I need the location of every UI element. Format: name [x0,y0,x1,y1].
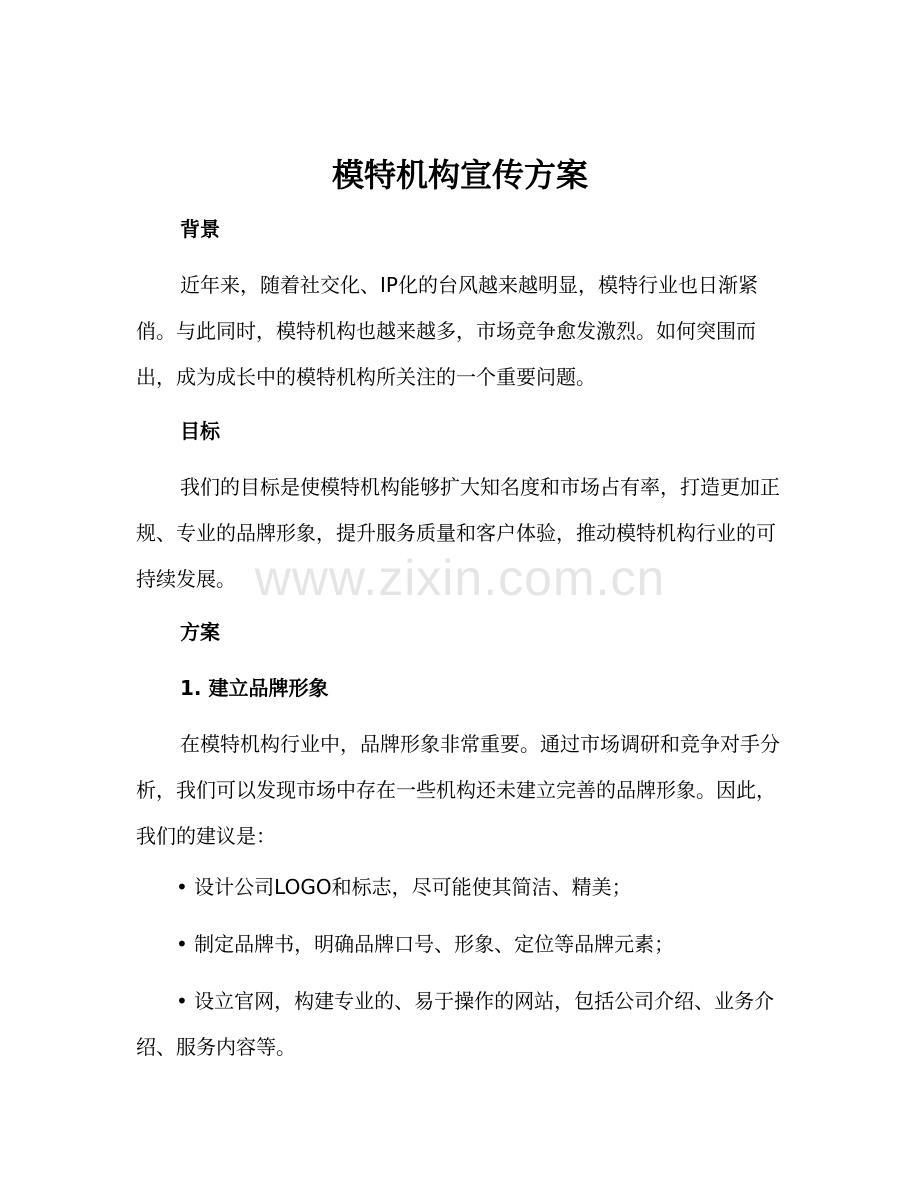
bullet-item-logo: • 设计公司LOGO和标志，尽可能使其简洁、精美； [176,875,632,899]
watermark-text: www.zixin.com.cn [254,550,666,606]
section-heading-plan: 方案 [180,620,220,644]
section-heading-goal: 目标 [180,419,220,443]
bullet-item-website: • 设立官网，构建专业的、易于操作的网站，包括公司介绍、业务介绍、服务内容等。 [136,989,775,1059]
bullet-item-brand-book: • 制定品牌书，明确品牌口号、形象、定位等品牌元素； [176,932,675,956]
background-paragraph: 近年来，随着社交化、IP化的台风越来越明显，模特行业也日渐紧俏。与此同时，模特机构也越来越多，市场竞争愈发激烈。如何突围而出，成为成长中的模特机构所关注的一个重要问题。 [136,273,758,389]
goal-paragraph: 我们的目标是使模特机构能够扩大知名度和市场占有率，打造更加正规、专业的品牌形象，提升服务质量和客户体验，推动模特机构行业的可持续发展。 [136,475,780,591]
section-heading-background: 背景 [180,217,220,241]
brand-image-paragraph: 在模特机构行业中，品牌形象非常重要。通过市场调研和竞争对手分析，我们可以发现市场中存在一些机构还未建立完善的品牌形象。因此，我们的建议是： [136,732,780,848]
page-title: 模特机构宣传方案 [331,156,588,194]
subheading-brand-image: 1. 建立品牌形象 [180,676,329,700]
